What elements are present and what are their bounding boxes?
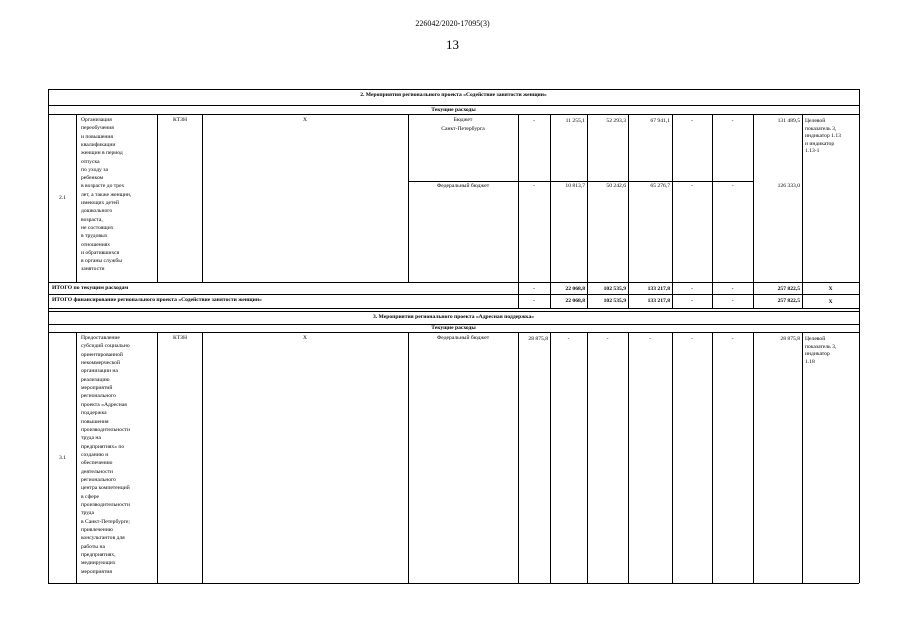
table-rule [408, 114, 409, 282]
table-rule [753, 282, 754, 294]
row-name-line: в возрасте до трех [81, 183, 125, 190]
budget-source: Санкт-Петербурга [441, 126, 485, 132]
table-rule [712, 332, 713, 583]
row-number: 2.1 [59, 195, 66, 201]
table-rule [802, 332, 803, 583]
row-name-line: реализацию [81, 376, 110, 383]
table-rule [48, 308, 859, 309]
table-rule [48, 89, 49, 583]
row-name-line: возраста, [81, 216, 103, 223]
section-2-subtitle: Текущие расходы [431, 107, 476, 113]
table-rule [202, 114, 203, 282]
row-name-line: в Санкт-Петербурге; [81, 518, 130, 525]
note-line: 1.13-1 [805, 148, 820, 154]
row-name-line: Организация [81, 117, 112, 123]
value-cell: - [691, 336, 693, 342]
value-cell: 67 941,1 [650, 118, 670, 124]
row-name-line: труда [81, 510, 95, 517]
table-rule [408, 181, 518, 182]
table-rule [712, 294, 713, 308]
section-3-title: 3. Мероприятия регионального проекта «Адресная поддержка» [372, 314, 535, 320]
x-mark: Х [302, 335, 308, 341]
note-line: индикатор 1.13 [805, 133, 841, 139]
table-rule [76, 332, 77, 583]
row-name-line: предприятиях, [81, 552, 116, 559]
value-cell: 22 068,8 [565, 286, 585, 292]
table-rule [518, 181, 753, 182]
row-name-line: производительности [81, 502, 130, 508]
row-name-line: отпуска [81, 158, 100, 165]
row-name-line: центра компетенций [81, 485, 130, 492]
table-rule [518, 332, 519, 583]
row-name-line: квалификации [81, 141, 116, 148]
table-rule [672, 332, 673, 583]
value-cell: - [731, 336, 734, 342]
row-name-line: регионального [81, 393, 116, 400]
row-name-line: имеющих детей [81, 200, 119, 206]
table-rule [802, 114, 803, 282]
row-name-line: не состоящих [81, 224, 114, 231]
note-line: показатель 3, [805, 343, 837, 350]
note-line: Целевой [805, 118, 826, 124]
value-cell: 10 813,7 [565, 183, 585, 189]
table-rule [48, 89, 859, 90]
row-name-line: регионального [81, 476, 116, 483]
value-cell: - [691, 183, 693, 189]
table-rule [518, 114, 519, 282]
note-line: Целевой [805, 336, 826, 342]
total-financing-label: ИТОГО финансирование регионального проекта «Содействие занятости женщин» [52, 297, 262, 303]
row-name-line: в трудовых [81, 233, 108, 240]
value-cell: 50 242,6 [606, 183, 626, 189]
value-cell: 133 217,8 [647, 286, 670, 292]
value-cell: - [533, 286, 535, 292]
row-name-line: ребенком [81, 175, 104, 182]
table-rule [753, 332, 754, 583]
row-name-line: и обратившихся [81, 249, 120, 256]
table-rule [753, 114, 754, 282]
total-current-label: ИТОГО по текущим расходам [52, 285, 129, 291]
table-rule [587, 282, 588, 294]
value-cell: - [731, 118, 734, 124]
table-rule [518, 282, 519, 294]
budget-source: Федеральный бюджет [436, 183, 490, 189]
table-rule [48, 282, 859, 283]
row-name-line: обеспечению [81, 460, 113, 467]
x-mark: Х [828, 286, 833, 292]
value-cell: 22 068,8 [565, 298, 585, 304]
table-rule [157, 332, 158, 583]
value-cell: - [649, 336, 651, 342]
row-name-line: работы на [81, 543, 105, 550]
table-rule [48, 114, 859, 115]
table-rule [672, 282, 673, 294]
table-rule [48, 294, 859, 295]
row-name-line: привлечению [81, 527, 113, 534]
table-rule [550, 282, 551, 294]
row-name-line: по уходу за [81, 166, 108, 173]
value-cell: 28 875,8 [780, 336, 800, 342]
value-cell: 52 293,3 [606, 118, 626, 124]
table-rule [628, 332, 629, 583]
row-name-line: организации на [81, 368, 118, 375]
row-name-line: женщин в период [81, 150, 123, 157]
value-cell: 11 255,1 [565, 118, 585, 124]
note-line: индикатор [805, 351, 830, 357]
value-cell: - [533, 183, 535, 189]
value-cell: - [691, 298, 693, 304]
value-cell: 257 822,5 [777, 298, 800, 304]
table-rule [202, 332, 203, 583]
value-cell: 257 822,5 [777, 286, 800, 292]
row-name-line: мероприятий [81, 385, 113, 392]
row-name-line: производительности [81, 426, 130, 433]
value-cell: 28 875,8 [528, 336, 548, 342]
row-name-line: мероприятия [81, 568, 112, 575]
value-cell: - [691, 286, 693, 292]
table-rule [48, 311, 859, 312]
row-name-line: некоммерческой [81, 360, 120, 367]
table-rule [712, 282, 713, 294]
row-name-line: в органы службы [81, 258, 122, 265]
table-rule [48, 332, 859, 333]
value-cell: 133 217,8 [647, 298, 670, 304]
page-number: 13 [446, 37, 459, 52]
row-name-line: труда на [81, 435, 101, 442]
row-name-line: медиирующих [81, 560, 116, 567]
table-rule [672, 294, 673, 308]
section-3-subtitle: Текущие расходы [431, 325, 476, 331]
table-rule [753, 294, 754, 308]
row-name-line: и повышения [81, 133, 113, 140]
table-rule [518, 294, 519, 308]
row-number: 3.1 [59, 455, 66, 461]
row-name-line: переобучения [81, 125, 114, 132]
table-rule [587, 294, 588, 308]
note-line: и индикатор [805, 140, 835, 147]
value-cell: - [606, 336, 609, 342]
value-cell: - [731, 183, 734, 189]
value-cell: - [533, 298, 535, 304]
value-cell: - [691, 118, 693, 124]
document-number: 226042/2020-17095(3) [415, 19, 490, 28]
table-rule [550, 114, 551, 282]
budget-source: Федеральный бюджет [436, 335, 490, 341]
row-name-line: отношениях [81, 241, 111, 248]
row-name-line: повышения [81, 418, 109, 425]
row-name-line: поддержка [81, 410, 107, 417]
table-rule [550, 332, 551, 583]
value-cell: 65 276,7 [650, 183, 670, 189]
value-cell: - [567, 336, 570, 342]
table-rule [628, 282, 629, 294]
row-name-line: проекта «Адресная [81, 401, 127, 408]
table-rule [587, 332, 588, 583]
row-name-line: субсидий социально [81, 343, 130, 350]
table-rule [157, 114, 158, 282]
table-rule [587, 114, 588, 282]
table-rule [48, 105, 859, 106]
value-cell: - [731, 298, 734, 304]
table-rule [672, 114, 673, 282]
table-rule [408, 332, 409, 583]
table-rule [550, 294, 551, 308]
note-line: 1.18 [805, 358, 815, 365]
row-name-line: занятости [81, 266, 105, 273]
row-name-line: дошкольного [81, 208, 113, 215]
row-name-line: созданию и [81, 451, 109, 458]
row-code: КТЗН [173, 117, 187, 123]
row-name-line: деятельности [81, 468, 114, 475]
value-cell: 126 333,0 [777, 183, 800, 189]
table-rule [628, 294, 629, 308]
value-cell: - [731, 286, 734, 292]
table-rule [712, 114, 713, 282]
x-mark: Х [302, 117, 308, 123]
row-name-line: предприятиях» по [81, 443, 125, 450]
value-cell: 102 535,9 [603, 286, 626, 292]
budget-source: Бюджет [453, 117, 473, 123]
table-rule [48, 583, 859, 584]
table-rule [76, 114, 77, 282]
row-name-line: в сфере [81, 493, 99, 500]
row-name-line: Предоставление [81, 335, 120, 341]
value-cell: 131 489,5 [777, 118, 800, 124]
row-name-line: лет, а также женщин, [81, 191, 132, 198]
value-cell: 102 535,9 [603, 298, 626, 304]
x-mark: Х [828, 299, 833, 305]
table-rule [628, 114, 629, 282]
table-rule [859, 89, 860, 583]
row-name-line: ориентированной [81, 351, 123, 358]
note-line: показатель 3, [805, 125, 837, 132]
row-code: КТЗН [173, 335, 187, 341]
row-name-line: консультантов для [81, 535, 125, 542]
value-cell: - [533, 118, 535, 124]
section-2-title: 2. Мероприятия регионального проекта «Содействие занятости женщин» [360, 92, 547, 98]
